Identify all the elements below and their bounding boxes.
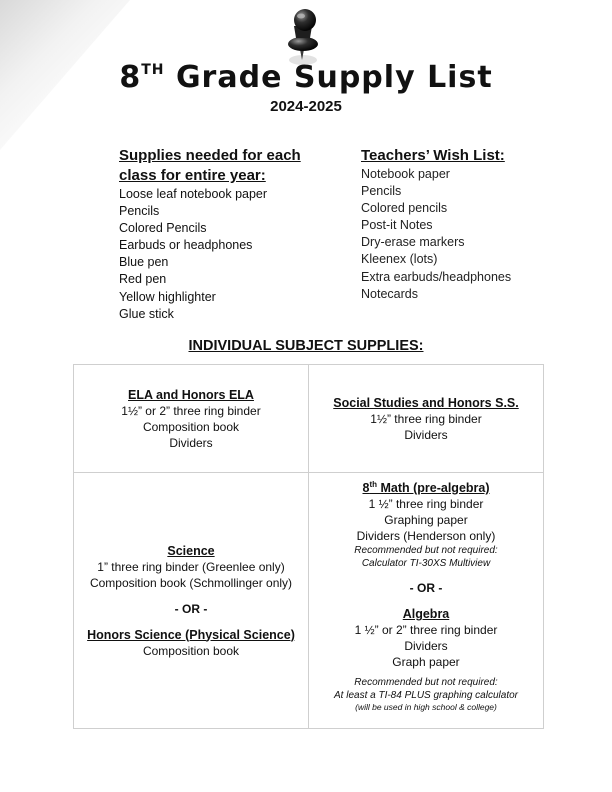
math-title: 8th Math (pre-algebra) [362,480,490,496]
list-item: Pencils [119,204,160,219]
pushpin-icon [283,8,329,68]
list-item: Yellow highlighter [119,289,216,304]
list-item: Notebook paper [361,167,450,181]
algebra-recommendation: Recommended but not required: [354,677,498,689]
honors-science-title: Honors Science (Physical Science) [87,627,295,642]
list-item: Loose leaf notebook paper [119,187,268,201]
math-calculator: Calculator TI-30XS Multiview [361,558,491,570]
general-supplies-list [119,146,319,323]
list-item: Dividers (Henderson only) [356,529,496,544]
social-studies-title: Social Studies and Honors S.S. [333,395,519,410]
list-item: 1½” or 2” three ring binder [121,403,261,418]
page-title: 8TH Grade Supply List [119,60,493,95]
list-item: Graphing paper [384,513,468,528]
list-item: Colored pencils [361,201,448,216]
algebra-note: (will be used in high school & college) [355,702,497,713]
list-item: Composition book [142,419,240,434]
social-studies-cell [309,365,544,473]
list-item: Graph paper [392,655,460,670]
list-item: Extra earbuds/headphones [361,269,512,284]
list-item: Pencils [361,184,402,199]
or-separator: - OR - [409,581,443,596]
list-item: Dry-erase markers [361,235,465,250]
school-year: 2024-2025 [270,98,342,115]
list-item: Earbuds or headphones [119,238,253,253]
list-item: Composition book [142,643,240,658]
subject-supplies-table [73,364,544,729]
list-item: Kleenex (lots) [361,252,438,267]
list-item: Notecards [361,286,418,301]
list-item: Red pen [119,272,167,287]
or-separator: - OR - [174,601,208,616]
list-item: Composition book (Schmollinger only) [89,575,293,590]
list-item: 1½” three ring binder [370,411,482,426]
list-item: 1 ½” or 2” three ring binder [354,623,498,638]
math-cell [309,473,544,729]
list-item: 1 ½” three ring binder [368,497,484,512]
algebra-calculator: At least a TI-84 PLUS graphing calculator [334,690,518,702]
list-item: Glue stick [119,306,174,321]
list-item: Blue pen [119,255,169,270]
algebra-title: Algebra [402,607,450,622]
list-item: Dividers [404,639,448,654]
list-item: Colored Pencils [119,221,207,236]
math-recommendation: Recommended but not required: [354,545,498,557]
subject-supplies-heading: INDIVIDUAL SUBJECT SUPPLIES: [188,338,424,354]
list-item: Dividers [169,435,213,450]
science-cell [74,473,309,729]
science-title: Science [167,543,215,558]
list-item: Dividers [404,427,448,442]
list-item: Post-it Notes [361,218,433,233]
list-item: 1” three ring binder (Greenlee only) [97,559,285,574]
wish-list [361,146,561,303]
general-supplies-heading: Supplies needed for each class for entire year: [119,147,301,184]
ela-cell [74,365,309,473]
wish-list-heading: Teachers’ Wish List: [361,147,505,164]
ela-title: ELA and Honors ELA [128,387,254,402]
